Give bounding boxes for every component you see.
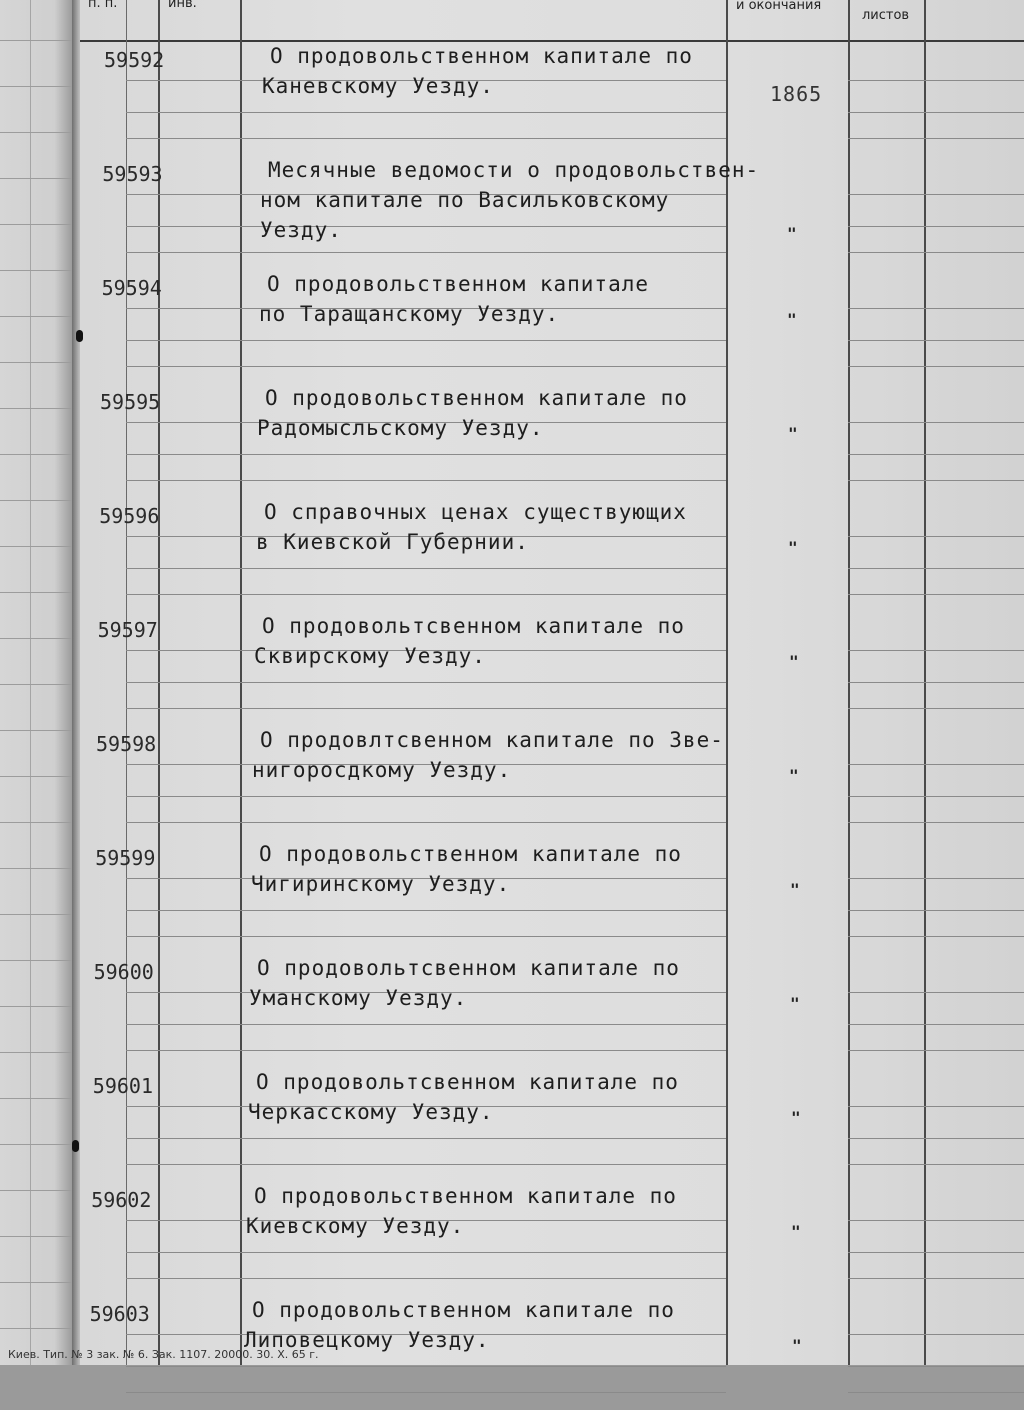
- entry-number: 59602: [91, 1188, 152, 1212]
- entry-title-line: Уманскому Уезду.: [249, 986, 468, 1010]
- entry-title-line: О продовольственном капитале по: [259, 842, 682, 866]
- entry-title-line: О продовольственном капитале по: [265, 386, 688, 410]
- entry-date: 1865: [770, 82, 823, 106]
- left-page-ruled-line: [0, 408, 78, 409]
- left-page-ruled-line: [0, 1098, 78, 1099]
- left-page-ruled-line: [0, 730, 78, 731]
- printer-footer: Киев. Тип. № 3 зак. № 6. Зак. 1107. 20000. 30. X. 65 г.: [8, 1348, 319, 1361]
- inventory-entry: [80, 1182, 1024, 1296]
- entry-title-line: Черкасскому Уезду.: [248, 1100, 494, 1124]
- header-sheets-label: листов: [862, 8, 910, 23]
- entry-number: 59600: [93, 960, 154, 984]
- entry-title-line: Киевскому Уезду.: [246, 1214, 465, 1238]
- entry-number: 59592: [104, 48, 165, 72]
- left-page-ruled-line: [0, 316, 78, 317]
- left-page-ruled-line: [0, 914, 78, 915]
- inventory-entry: [80, 1068, 1024, 1182]
- left-page-ruled-line: [0, 500, 78, 501]
- left-page-ruled-line: [0, 868, 78, 869]
- left-page-ruled-line: [0, 132, 78, 133]
- entry-number: 59595: [100, 390, 161, 414]
- left-page-ruled-line: [0, 684, 78, 685]
- entry-title-line: О продовольтсвенном капитале по: [257, 956, 680, 980]
- left-page-ruled-line: [0, 960, 78, 961]
- entry-date-ditto: ": [787, 224, 797, 243]
- left-page-ruled-line: [0, 592, 78, 593]
- header-dates-label: и окончания: [736, 0, 822, 13]
- left-page-ruled-line: [0, 224, 78, 225]
- entry-title-line: О продовольственном капитале по: [254, 1184, 677, 1208]
- entry-title-line: Чигиринскому Уезду.: [251, 872, 511, 896]
- left-page-ruled-line: [0, 1328, 78, 1329]
- left-page-ruled-line: [0, 1006, 78, 1007]
- left-page-ruled-line: [0, 546, 78, 547]
- left-page-ruled-line: [0, 1190, 78, 1191]
- left-page-ruled-line: [0, 776, 78, 777]
- left-page-ruled-line: [0, 1052, 78, 1053]
- header-number-label: п. п.: [88, 0, 118, 11]
- entry-title-line: О продовольтсвенном капитале по: [256, 1070, 679, 1094]
- inventory-entry: [80, 726, 1024, 840]
- left-page-ruled-line: [0, 178, 78, 179]
- entry-number: 59597: [97, 618, 158, 642]
- left-page-column-rule: [30, 0, 31, 1365]
- inventory-entry: [80, 42, 1024, 156]
- entry-number: 59603: [89, 1302, 150, 1326]
- entry-title-line: Сквирскому Уезду.: [254, 644, 486, 668]
- inventory-entry: [80, 384, 1024, 498]
- inventory-entry: [80, 498, 1024, 612]
- entry-title-line: в Киевской Губернии.: [256, 530, 529, 554]
- entry-date-ditto: ": [787, 310, 797, 329]
- left-page-ruled-line: [0, 270, 78, 271]
- inventory-entry: [80, 270, 1024, 384]
- entry-title-line: Липовецкому Уезду.: [244, 1328, 490, 1352]
- inventory-entry: [80, 840, 1024, 954]
- binding-hole: [76, 330, 83, 342]
- entry-number: 59594: [101, 276, 162, 300]
- entry-title-line: Месячные ведомости о продовольствен-: [268, 158, 760, 182]
- binding-hole: [72, 1140, 79, 1152]
- entry-date-ditto: ": [792, 1336, 802, 1355]
- entry-date-ditto: ": [789, 766, 799, 785]
- entry-title-line: Радомысльскому Уезду.: [257, 416, 544, 440]
- entry-title-line: О продовольственном капитале по: [270, 44, 693, 68]
- entry-title-line: ном капитале по Васильковскому: [260, 188, 670, 212]
- left-page-ruled-line: [0, 638, 78, 639]
- entry-title-line: Уезду.: [260, 218, 342, 242]
- entry-date-ditto: ": [791, 1222, 801, 1241]
- entry-date-ditto: ": [789, 652, 799, 671]
- entry-title-line: О продовольственном капитале по: [252, 1298, 675, 1322]
- left-page-ruled-line: [0, 86, 78, 87]
- header-inv-label: инв.: [168, 0, 197, 11]
- left-page-ruled-line: [0, 1144, 78, 1145]
- inventory-sheet: [80, 0, 1024, 1365]
- entry-date-ditto: ": [791, 1108, 801, 1127]
- entry-number: 59596: [99, 504, 160, 528]
- entry-title-line: О продовольственном капитале: [267, 272, 650, 296]
- entry-number: 59599: [95, 846, 156, 870]
- left-page-ruled-line: [0, 454, 78, 455]
- entry-title-line: О справочных ценах существующих: [264, 500, 687, 524]
- entry-date-ditto: ": [790, 880, 800, 899]
- entry-date-ditto: ": [790, 994, 800, 1013]
- left-page-edge: [0, 0, 78, 1365]
- left-page-ruled-line: [0, 40, 78, 41]
- entry-title-line: О продовлтсвенном капитале по Зве-: [260, 728, 724, 752]
- entry-number: 59593: [102, 162, 163, 186]
- entry-title-line: нигоросдкому Уезду.: [252, 758, 512, 782]
- left-page-ruled-line: [0, 1282, 78, 1283]
- left-page-ruled-line: [0, 822, 78, 823]
- entry-number: 59601: [92, 1074, 154, 1098]
- entry-number: 59598: [96, 732, 157, 756]
- entry-date-ditto: ": [788, 424, 798, 443]
- entry-title-line: Каневскому Уезду.: [262, 74, 494, 98]
- entry-date-ditto: ": [788, 538, 798, 557]
- left-page-ruled-line: [0, 362, 78, 363]
- entry-title-line: О продовольтсвенном капитале по: [262, 614, 685, 638]
- inventory-entry: [80, 954, 1024, 1068]
- entry-title-line: по Таращанскому Уезду.: [259, 302, 560, 326]
- left-page-ruled-line: [0, 1236, 78, 1237]
- inventory-entry: [80, 612, 1024, 726]
- inventory-entry: [80, 156, 1024, 270]
